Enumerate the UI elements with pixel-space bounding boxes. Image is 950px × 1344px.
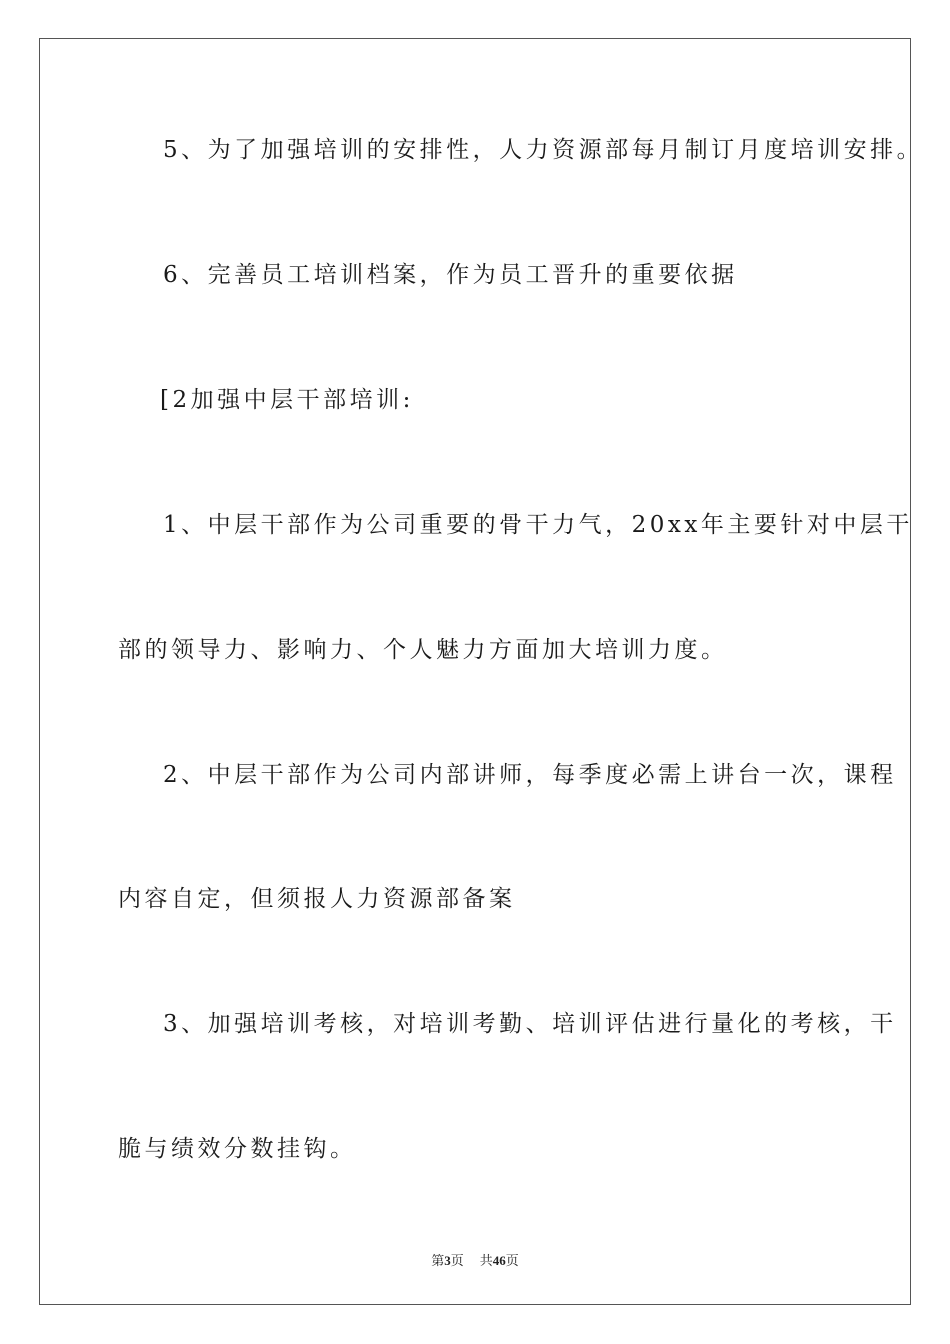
total-prefix: 共 <box>479 1253 493 1268</box>
total-suffix: 页 <box>505 1253 519 1268</box>
paragraph-line: 2、中层干部作为公司内部讲师，每季度必需上讲台一次，课程 <box>163 762 897 788</box>
paragraph-line: 部的领导力、影响力、个人魅力方面加大培训力度。 <box>118 637 728 663</box>
paragraph-line: 5、为了加强培训的安排性，人力资源部每月制订月度培训安排。 <box>163 137 924 163</box>
page-suffix: 页 <box>450 1253 464 1268</box>
paragraph-line: 3、加强培训考核，对培训考勤、培训评估进行量化的考核，干 <box>163 1011 897 1037</box>
page-footer <box>0 1250 950 1269</box>
section-heading: [2加强中层干部培训: <box>160 387 414 413</box>
page-number: 3 <box>444 1253 451 1268</box>
page-border <box>39 38 911 1305</box>
paragraph-line: 脆与绩效分数挂钩。 <box>118 1136 357 1162</box>
paragraph-line: 6、完善员工培训档案，作为员工晋升的重要依据 <box>163 262 738 288</box>
page-prefix: 第 <box>431 1253 445 1268</box>
paragraph-line: 1、中层干部作为公司重要的骨干力气，20xx年主要针对中层干 <box>163 512 913 538</box>
total-pages: 46 <box>492 1253 506 1268</box>
paragraph-line: 内容自定，但须报人力资源部备案 <box>118 886 516 912</box>
